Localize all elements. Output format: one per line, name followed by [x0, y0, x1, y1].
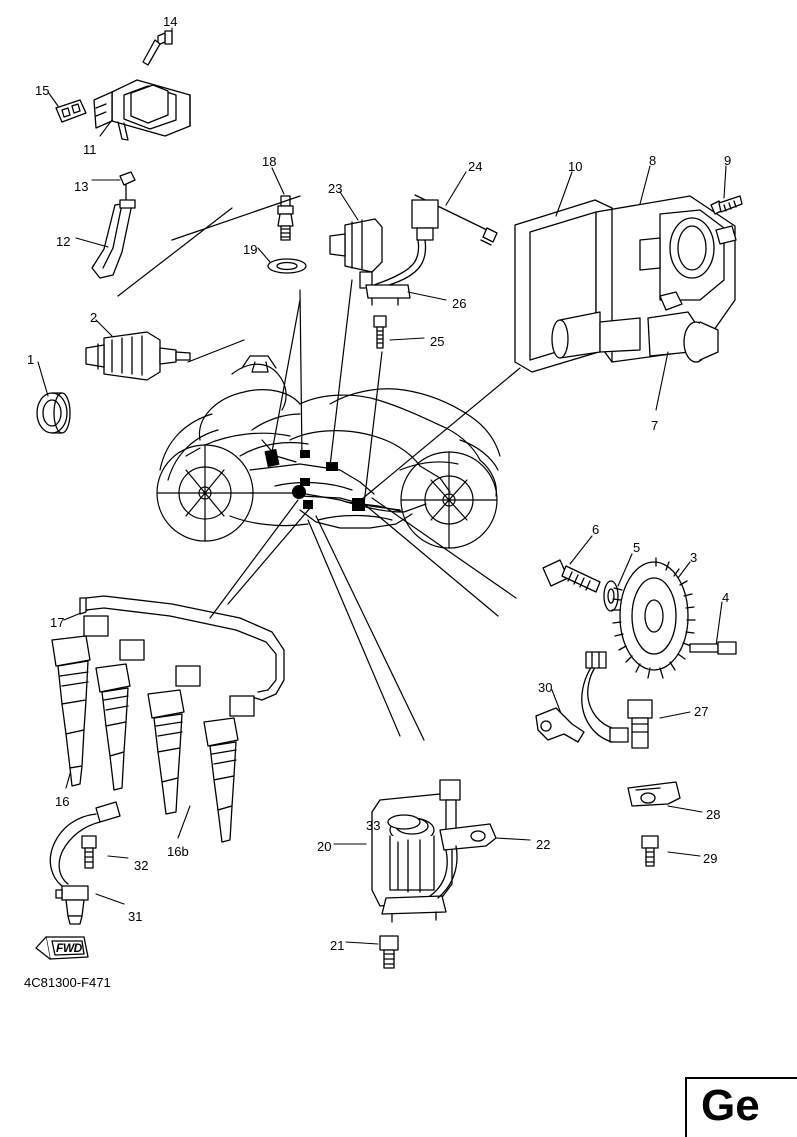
callout-16-second: 16b: [167, 844, 189, 859]
fwd-badge: [44, 935, 90, 961]
callout-23: 23: [328, 181, 343, 196]
callout-11: 11: [83, 142, 97, 157]
callout-3: 3: [690, 550, 698, 565]
callout-7: 7: [651, 418, 659, 433]
callout-29: 29: [703, 851, 718, 866]
callout-28: 28: [706, 807, 721, 822]
callout-25: 25: [430, 334, 445, 349]
callout-32: 32: [134, 858, 149, 873]
part-code-label: 4C81300-F471: [24, 975, 111, 990]
fwd-label: FWD: [56, 941, 82, 955]
callout-20: 20: [317, 839, 332, 854]
callout-18: 18: [262, 154, 277, 169]
part-1-oring: [37, 393, 70, 433]
callout-17: 17: [50, 615, 65, 630]
callout-21: 21: [330, 938, 345, 953]
part-5-washer: [604, 581, 618, 611]
callout-10: 10: [568, 159, 583, 174]
callout-12: 12: [56, 234, 71, 249]
callout-4: 4: [722, 590, 730, 605]
part-20-pump: [372, 794, 452, 922]
callout-22: 22: [536, 837, 551, 852]
part-2-sensor: [86, 332, 190, 380]
part-32-bolt: [82, 836, 96, 868]
callout-8: 8: [649, 153, 657, 168]
part-11-bracket: [94, 80, 190, 140]
callout-5: 5: [633, 540, 641, 555]
part-23-valve: [330, 219, 382, 288]
part-33-seal: [388, 815, 420, 829]
callout-13: 13: [74, 179, 89, 194]
part-29-bolt: [642, 836, 658, 866]
part-15-connector: [56, 100, 86, 122]
part-9-screw: [711, 196, 742, 214]
callout-6: 6: [592, 522, 600, 537]
motorcycle-illustration: [157, 356, 500, 548]
callout-15: 15: [35, 83, 50, 98]
callout-16: 16: [55, 794, 70, 809]
part-13-grommet: [120, 172, 135, 204]
part-16-coil-2: [96, 640, 144, 790]
corner-label: Ge: [701, 1081, 760, 1130]
callout-2: 2: [90, 310, 98, 325]
part-25-bolt: [374, 316, 386, 348]
part-21-bolt: [380, 936, 398, 968]
callout-30: 30: [538, 680, 553, 695]
callout-1: 1: [27, 352, 35, 367]
part-4-shaft: [690, 642, 736, 654]
reference-markers: [264, 449, 365, 511]
part-19-washer: [268, 259, 306, 273]
part-28-bracket: [628, 782, 680, 806]
part-12-hose: [92, 200, 135, 278]
callout-9: 9: [724, 153, 732, 168]
callout-31: 31: [128, 909, 143, 924]
callout-33: 33: [366, 818, 381, 833]
part-3-gear: [612, 558, 695, 678]
callout-26: 26: [452, 296, 467, 311]
part-30-clamp: [536, 708, 584, 742]
part-16-coil-1: [52, 616, 108, 786]
part-16-coil-3: [148, 666, 200, 814]
page-corner-box: [685, 1077, 797, 1137]
callout-14: 14: [163, 14, 178, 29]
part-6-bolt: [543, 560, 600, 592]
callout-27: 27: [694, 704, 709, 719]
part-16-coil-4: [204, 696, 254, 842]
callout-24: 24: [468, 159, 483, 174]
part-14-bolt: [143, 31, 172, 65]
callout-19: 19: [243, 242, 258, 257]
